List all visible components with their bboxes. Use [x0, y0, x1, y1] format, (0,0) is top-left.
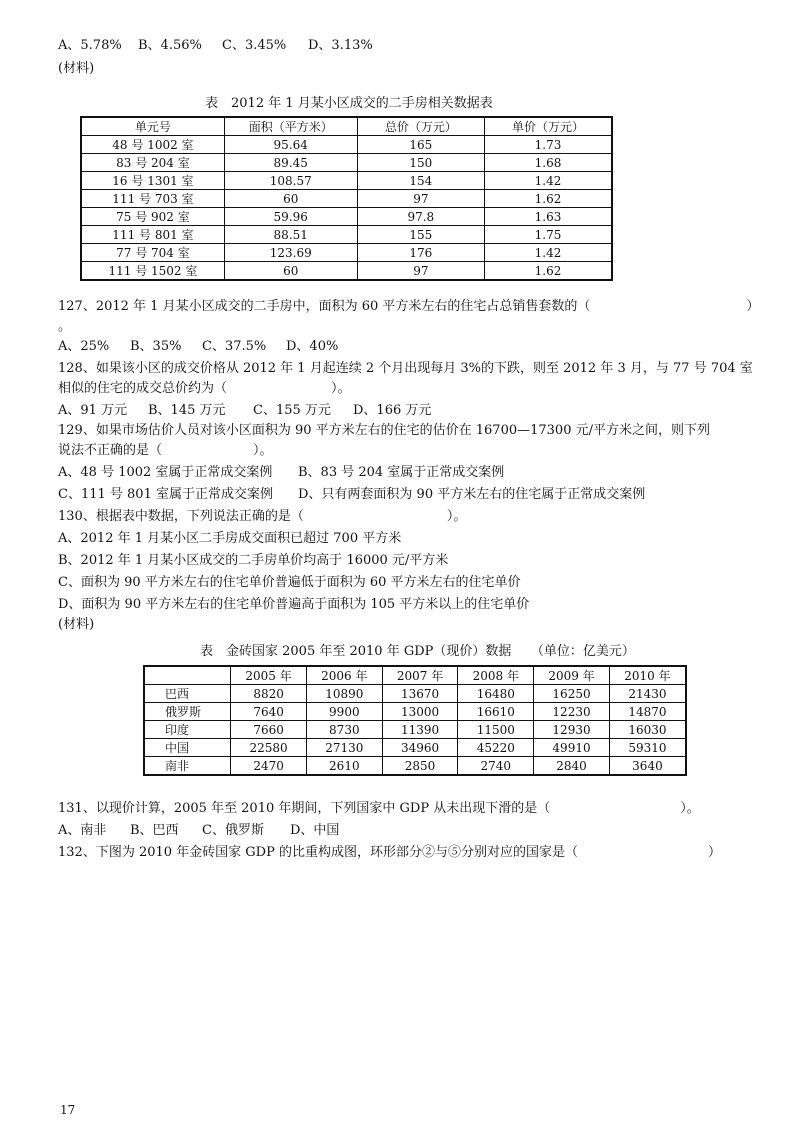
table-cell: 1.68 [485, 154, 612, 172]
table2-header-cell: 2009 年 [534, 666, 610, 685]
table-row [144, 739, 686, 757]
q129-options-ab [58, 464, 504, 482]
q127-text: 127、2012 年 1 月某小区成交的二手房中，面积为 60 平方米左右的住宅占总销售套数的（ ） [58, 299, 760, 314]
table-cell: 1.63 [485, 208, 612, 226]
table-cell: 21430 [609, 685, 686, 703]
q128-line2: 相似的住宅的成交总价约为（ ）。 [58, 381, 351, 396]
table-cell: 2850 [382, 757, 458, 776]
q126-option-c: C、3.45% [222, 38, 287, 53]
table-cell: 印度 [144, 721, 231, 739]
table-cell: 22580 [231, 739, 307, 757]
q128-options [58, 402, 431, 420]
table-cell: 中国 [144, 739, 231, 757]
table-cell: 7640 [231, 703, 307, 721]
q131-options [58, 822, 339, 840]
q130-text: 130、根据表中数据，下列说法正确的是（ ）。 [58, 509, 467, 524]
q127-option-a: A、25% [58, 339, 110, 354]
table1-header-cell: 单元号 [81, 117, 224, 136]
table2 [143, 665, 687, 776]
table-cell: 16030 [609, 721, 686, 739]
q128-option-b: B、145 万元 [148, 403, 226, 418]
table-cell: 2470 [231, 757, 307, 776]
table-cell: 1.42 [485, 244, 612, 262]
table-cell: 97 [357, 190, 484, 208]
table1-header-row [81, 117, 612, 136]
q131-text: 131、以现价计算，2005 年至 2010 年期间，下列国家中 GDP 从未出现下滑的是（ ）。 [58, 801, 700, 816]
table-cell: 俄罗斯 [144, 703, 231, 721]
table-row [144, 757, 686, 776]
table-cell: 155 [357, 226, 484, 244]
q129-options-cd [58, 486, 645, 504]
q131-option-c: C、俄罗斯 [202, 823, 264, 838]
table2-header-cell: 2007 年 [382, 666, 458, 685]
table-cell: 8730 [306, 721, 382, 739]
table-cell: 111 号 1502 室 [81, 262, 224, 281]
table-cell: 1.62 [485, 190, 612, 208]
table-row [144, 703, 686, 721]
q131-option-d: D、中国 [290, 823, 340, 838]
table-cell: 8820 [231, 685, 307, 703]
table-cell: 7660 [231, 721, 307, 739]
table-cell: 75 号 902 室 [81, 208, 224, 226]
table-cell: 1.75 [485, 226, 612, 244]
q130-option-d: D、面积为 90 平方米左右的住宅单价普遍高于面积为 105 平方米以上的住宅单价 [58, 597, 530, 612]
table2-caption: 表 金砖国家 2005 年至 2010 年 GDP（现价）数据 （单位：亿美元） [200, 644, 635, 659]
table1-header-cell: 总价（万元） [357, 117, 484, 136]
page-number: 17 [60, 1103, 76, 1117]
q127-option-d: D、40% [286, 339, 339, 354]
table-cell: 34960 [382, 739, 458, 757]
table-row [81, 190, 612, 208]
table-cell: 12230 [534, 703, 610, 721]
table-cell: 89.45 [224, 154, 357, 172]
table-cell: 10890 [306, 685, 382, 703]
q129-line2: 说法不正确的是（ ）。 [58, 443, 273, 458]
table-cell: 11390 [382, 721, 458, 739]
table-cell: 83 号 204 室 [81, 154, 224, 172]
table-cell: 97.8 [357, 208, 484, 226]
q131-option-b: B、巴西 [130, 823, 179, 838]
q126-option-d: D、3.13% [308, 38, 373, 53]
table-cell: 123.69 [224, 244, 357, 262]
table1-caption: 表 2012 年 1 月某小区成交的二手房相关数据表 [205, 96, 493, 111]
table-cell: 77 号 704 室 [81, 244, 224, 262]
table-row [81, 226, 612, 244]
table-cell: 95.64 [224, 136, 357, 154]
q127-options [58, 338, 338, 356]
table-row [81, 136, 612, 154]
q130-option-b: B、2012 年 1 月某小区成交的二手房单价均高于 16000 元/平方米 [58, 553, 449, 568]
table2-header-cell: 2008 年 [458, 666, 534, 685]
q130-option-c: C、面积为 90 平方米左右的住宅单价普遍低于面积为 60 平方米左右的住宅单价 [58, 575, 521, 590]
table-cell: 27130 [306, 739, 382, 757]
table2-header-cell: 2005 年 [231, 666, 307, 685]
table2-header-cell: 2006 年 [306, 666, 382, 685]
table-cell: 60 [224, 190, 357, 208]
table1-header-cell: 面积（平方米） [224, 117, 357, 136]
table-cell: 60 [224, 262, 357, 281]
q128-option-d: D、166 万元 [353, 403, 432, 418]
table-cell: 12930 [534, 721, 610, 739]
table-cell: 111 号 801 室 [81, 226, 224, 244]
table-cell: 16250 [534, 685, 610, 703]
table-cell: 16480 [458, 685, 534, 703]
q127-option-c: C、37.5% [202, 339, 267, 354]
table-cell: 16610 [458, 703, 534, 721]
table-cell: 154 [357, 172, 484, 190]
q126-option-b: B、4.56% [138, 38, 202, 53]
table-cell: 49910 [534, 739, 610, 757]
q129-option-a: A、48 号 1002 室属于正常成交案例 [58, 465, 273, 480]
table-cell: 巴西 [144, 685, 231, 703]
q126-options [58, 37, 373, 55]
q126-option-a: A、5.78% [58, 38, 122, 53]
table-cell: 165 [357, 136, 484, 154]
material-label-1: (材料) [58, 61, 95, 76]
table-cell: 南非 [144, 757, 231, 776]
table-cell: 1.73 [485, 136, 612, 154]
table-cell: 150 [357, 154, 484, 172]
table-row [81, 244, 612, 262]
q129-line1: 129、如果市场估价人员对该小区面积为 90 平方米左右的住宅的估价在 16700—17300 元/平方米之间，则下列 [58, 423, 710, 438]
table-cell: 59.96 [224, 208, 357, 226]
material-label-2: (材料) [58, 617, 95, 632]
table-cell: 9900 [306, 703, 382, 721]
table-cell: 88.51 [224, 226, 357, 244]
q129-option-b: B、83 号 204 室属于正常成交案例 [298, 465, 505, 480]
table-cell: 2610 [306, 757, 382, 776]
q128-line1: 128、如果该小区的成交价格从 2012 年 1 月起连续 2 个月出现每月 3%的下跌，则至 2012 年 3 月，与 77 号 704 室 [58, 361, 753, 376]
q130-option-a: A、2012 年 1 月某小区二手房成交面积已超过 700 平方米 [58, 531, 402, 546]
q128-option-a: A、91 万元 [58, 403, 128, 418]
q132-text: 132、下图为 2010 年金砖国家 GDP 的比重构成图，环形部分②与⑤分别对应的国家是（ ） [58, 845, 721, 860]
table-cell: 3640 [609, 757, 686, 776]
table-cell: 176 [357, 244, 484, 262]
table1 [80, 116, 613, 281]
q127-text-end: 。 [58, 319, 72, 334]
table-cell: 1.62 [485, 262, 612, 281]
q131-option-a: A、南非 [58, 823, 107, 838]
table-cell: 13670 [382, 685, 458, 703]
table-row [81, 172, 612, 190]
table-cell: 2840 [534, 757, 610, 776]
table-cell: 59310 [609, 739, 686, 757]
table-cell: 111 号 703 室 [81, 190, 224, 208]
table2-header-cell: 2010 年 [609, 666, 686, 685]
table-row [81, 154, 612, 172]
table-cell: 1.42 [485, 172, 612, 190]
table-cell: 16 号 1301 室 [81, 172, 224, 190]
table-cell: 2740 [458, 757, 534, 776]
table-cell: 48 号 1002 室 [81, 136, 224, 154]
q129-option-d: D、只有两套面积为 90 平方米左右的住宅属于正常成交案例 [298, 487, 646, 502]
table-cell: 97 [357, 262, 484, 281]
table-cell: 108.57 [224, 172, 357, 190]
table2-header-row [144, 666, 686, 685]
table-cell: 45220 [458, 739, 534, 757]
table-row [144, 685, 686, 703]
table2-header-cell [144, 666, 231, 685]
table-cell: 14870 [609, 703, 686, 721]
table-cell: 13000 [382, 703, 458, 721]
table-row [81, 208, 612, 226]
table-row [81, 262, 612, 281]
table-row [144, 721, 686, 739]
table1-header-cell: 单价（万元） [485, 117, 612, 136]
q128-option-c: C、155 万元 [253, 403, 331, 418]
q129-option-c: C、111 号 801 室属于正常成交案例 [58, 487, 273, 502]
table-cell: 11500 [458, 721, 534, 739]
q127-option-b: B、35% [130, 339, 182, 354]
